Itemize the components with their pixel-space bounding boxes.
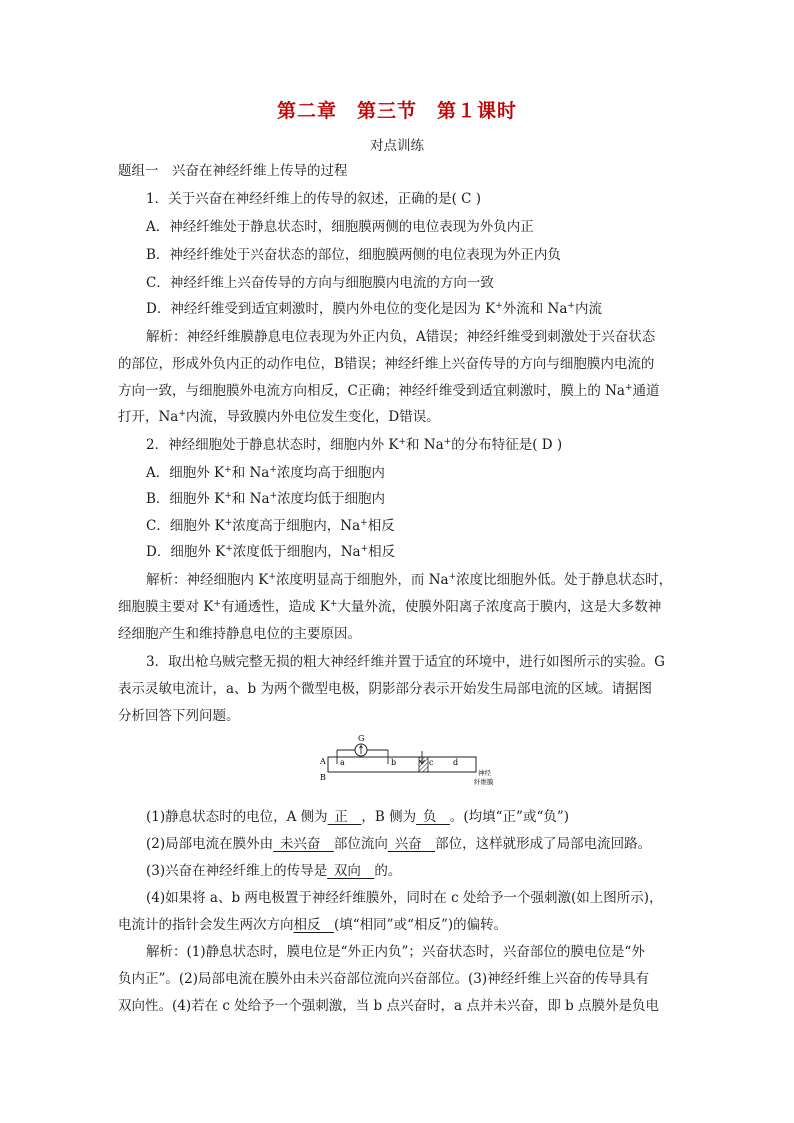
q2-explanation-line-2: 细胞膜主要对 K+有通透性，造成 K+大量外流，使膜外阳离子浓度高于膜内，这是大多数神 [118, 599, 662, 615]
q3-explanation-line-1: 解析：(1)静息状态时，膜电位是“外正内负”；兴奋状态时，兴奋部位的膜电位是“外 [146, 944, 645, 960]
caption-nerve: 神经 [478, 769, 491, 777]
q1-explanation-line-1: 解析：神经纤维膜静息电位表现为外正内负，A错误；神经纤维受到刺激处于兴奋状态 [146, 329, 656, 345]
q2-option-b: B．细胞外 K+和 Na+浓度均低于细胞内 [146, 491, 386, 507]
local-current-region [419, 757, 428, 772]
answer-1b: 负 [422, 809, 437, 825]
q1-explanation-line-2: 的部位，形成外负内正的动作电位，B错误；神经纤维上兴奋传导的方向与细胞膜内电流的 [118, 356, 655, 372]
q1-option-d: D．神经纤维受到适宜刺激时，膜内外电位的变化是因为 K+外流和 Na+内流 [146, 301, 602, 317]
answer-4: 相反 [293, 917, 321, 933]
q3-stem-line-3: 分析回答下列问题。 [118, 708, 240, 724]
label-side-b: B [320, 773, 326, 782]
q2-option-d: D．细胞外 K+浓度低于细胞内，Na+相反 [146, 544, 396, 560]
answer-3: 双向 [333, 863, 361, 879]
section-subtitle: 对点训练 [370, 138, 424, 154]
q3-part-1: (1)静息状态时的电位，A 侧为 正 ，B 侧为 负 。(均填“正”或“负”) [146, 809, 570, 825]
page-title: 第二章 第三节 第１课时 [276, 100, 517, 122]
q3-explanation-line-3: 双向性。(4)若在 c 处给予一个强刺激，当 b 点兴奋时，a 点并未兴奋，即 b 点膜外是负电 [118, 998, 660, 1014]
q3-stem-line-1: 3．取出枪乌贼完整无损的粗大神经纤维并置于适宜的环境中，进行如图所示的实验。G [146, 654, 665, 670]
group-label: 题组一 兴奋在神经纤维上传导的过程 [118, 163, 348, 179]
q1-explanation-line-3: 方向一致，与细胞膜外电流方向相反，C正确；神经纤维受到适宜刺激时，膜上的 Na+通道 [118, 383, 660, 399]
q2-option-a: A．细胞外 K+和 Na+浓度均高于细胞内 [146, 465, 385, 481]
nerve-fiber-diagram [306, 727, 496, 797]
caption-fiber-membrane: 纤维膜 [474, 778, 494, 786]
label-point-a: a [340, 758, 345, 767]
q2-stem: 2．神经细胞处于静息状态时，细胞内外 K+和 Na+的分布特征是( D ) [146, 437, 563, 453]
answer-2b: 兴奋 [394, 836, 422, 852]
q2-option-c: C．细胞外 K+浓度高于细胞内，Na+相反 [146, 518, 395, 534]
q1-stem: 1．关于兴奋在神经纤维上的传导的叙述，正确的是( C ) [146, 191, 482, 207]
q3-part-2: (2)局部电流在膜外由 未兴奋 部位流向 兴奋 部位，这样就形成了局部电流回路。 [146, 836, 652, 852]
q1-option-b: B．神经纤维处于兴奋状态的部位，细胞膜两侧的电位表现为外正内负 [146, 247, 561, 263]
answer-2a: 未兴奋 [279, 836, 321, 852]
label-point-c: c [429, 758, 434, 767]
q3-part-3: (3)兴奋在神经纤维上的传导是 双向 的。 [146, 863, 402, 879]
q1-option-c: C．神经纤维上兴奋传导的方向与细胞膜内电流的方向一致 [146, 275, 494, 291]
q1-option-a: A．神经纤维处于静息状态时，细胞膜两侧的电位表现为外负内正 [146, 219, 534, 235]
label-point-b: b [391, 758, 397, 767]
label-side-a: A [320, 757, 326, 766]
q2-explanation-line-1: 解析：神经细胞内 K+浓度明显高于细胞外，而 Na+浓度比细胞外低。处于静息状态时， [146, 572, 673, 588]
answer-1a: 正 [334, 809, 348, 825]
q3-explanation-line-2: 负内正”。(2)局部电流在膜外由未兴奋部位流向兴奋部位。(3)神经纤维上兴奋的传导具有 [118, 971, 650, 987]
q3-part-4-line-2: 电流计的指针会发生两次方向相反 (填“相同”或“相反”)的偏转。 [118, 917, 508, 933]
q1-explanation-line-4: 打开，Na+内流，导致膜内外电位发生变化，D错误。 [118, 409, 440, 425]
q3-part-4-line-1: (4)如果将 a、b 两电极置于神经纤维膜外，同时在 c 处给予一个强刺激(如上图所示)， [146, 890, 663, 906]
q2-explanation-line-3: 经细胞产生和维持静息电位的主要原因。 [118, 626, 361, 642]
label-point-d: d [453, 758, 459, 767]
q3-stem-line-2: 表示灵敏电流计，a、b 为两个微型电极，阴影部分表示开始发生局部电流的区域。请据图 [118, 681, 652, 697]
label-galvanometer: G [358, 734, 365, 743]
